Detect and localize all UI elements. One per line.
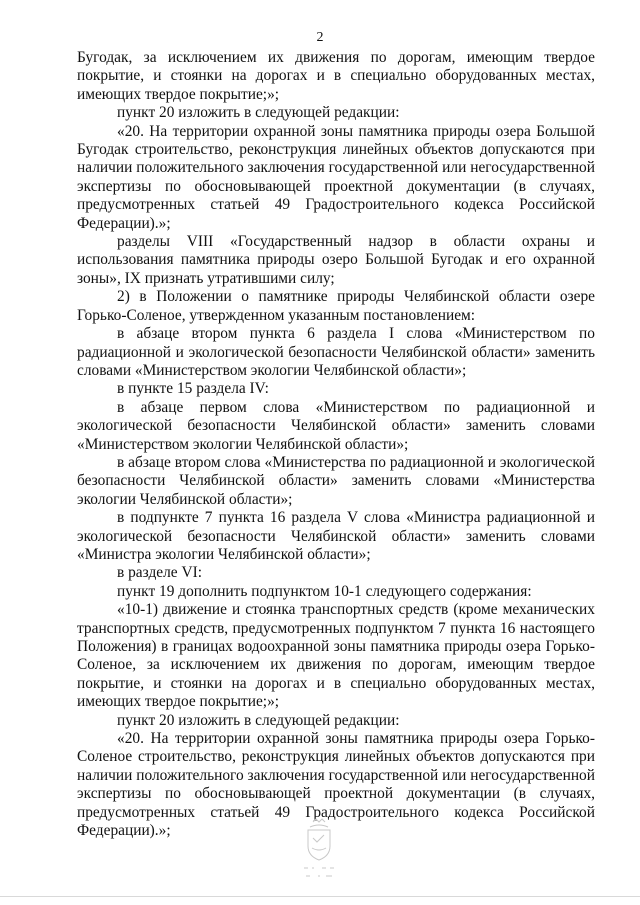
paragraph: в пункте 15 раздела IV:	[117, 380, 269, 398]
paragraph: в абзаце первом слова «Министерством по радиационной и экологической безопасности Челябинской области» заменить словами «Министерством экологии Челябинской области»;	[77, 398, 595, 453]
document-body	[77, 49, 595, 840]
paragraph: в абзаце втором пункта 6 раздела I слова «Министерством по радиационной и экологической безопасности Челябинской области» заменить словами «Министерством экологии Челябинской области»;	[77, 325, 595, 379]
paragraph: Бугодак, за исключением их движения по дорогам, имеющим твердое покрытие, и стоянки на дорогах и в специально оборудованных местах, имеющих твердое покрытие;»;	[77, 49, 595, 103]
paragraph: «20. На территории охранной зоны памятника природы озера Большой Бугодак строительство, реконструкция линейных объектов допускаются при наличии положительного заключения государственной или негосударственной экспертизы по обосновывающей проектной документации (в случаях, предусмотренных статьей 49 Градостроительного кодекса Российской Федерации).»;	[77, 122, 595, 232]
paragraph: в разделе VI:	[117, 564, 202, 582]
paragraph: пункт 20 изложить в следующей редакции:	[117, 104, 400, 122]
paragraph: пункт 20 изложить в следующей редакции:	[117, 711, 400, 729]
page-bottom-edge	[0, 896, 640, 897]
paragraph: разделы VIII «Государственный надзор в области охраны и использования памятника природы озеро Большой Бугодак и его охранной зоны», IX признать утратившими силу;	[77, 233, 595, 287]
paragraph: пункт 19 дополнить подпунктом 10-1 следующего содержания:	[117, 582, 532, 600]
paragraph: в подпункте 7 пункта 16 раздела V слова «Министра радиационной и экологической безопасности Челябинской области» заменить словами «Министра экологии Челябинской области»;	[77, 509, 595, 563]
coat-of-arms-seal-icon	[296, 818, 342, 882]
page-number: 2	[316, 30, 324, 45]
paragraph: «10-1) движение и стоянка транспортных средств (кроме механических транспортных средств, предусмотренных подпунктом 7 пункта 16 настоящего Положения) в границах водоохранной зоны памятника природы озера Горько-Соленое, за исключением их движения по дорогам, имеющим твердое покрытие, и стоянки на дорогах и в специально оборудованных местах, имеющих твердое покрытие;»;	[77, 601, 595, 711]
paragraph: «20. На территории охранной зоны памятника природы озера Горько-Соленое строительство, реконструкция линейных объектов допускаются при наличии положительного заключения государственной или негосударственной экспертизы по обосновывающей проектной документации (в случаях, предусмотренных статьей 49 Градостроительного кодекса Российской Федерации).»;	[77, 730, 595, 840]
paragraph: в абзаце втором слова «Министерства по радиационной и экологической безопасности Челябинской области» заменить словами «Министерства экологии Челябинской области»;	[77, 453, 595, 508]
paragraph: 2) в Положении о памятнике природы Челябинской области озере Горько-Соленое, утвержденном указанным постановлением:	[77, 288, 595, 324]
